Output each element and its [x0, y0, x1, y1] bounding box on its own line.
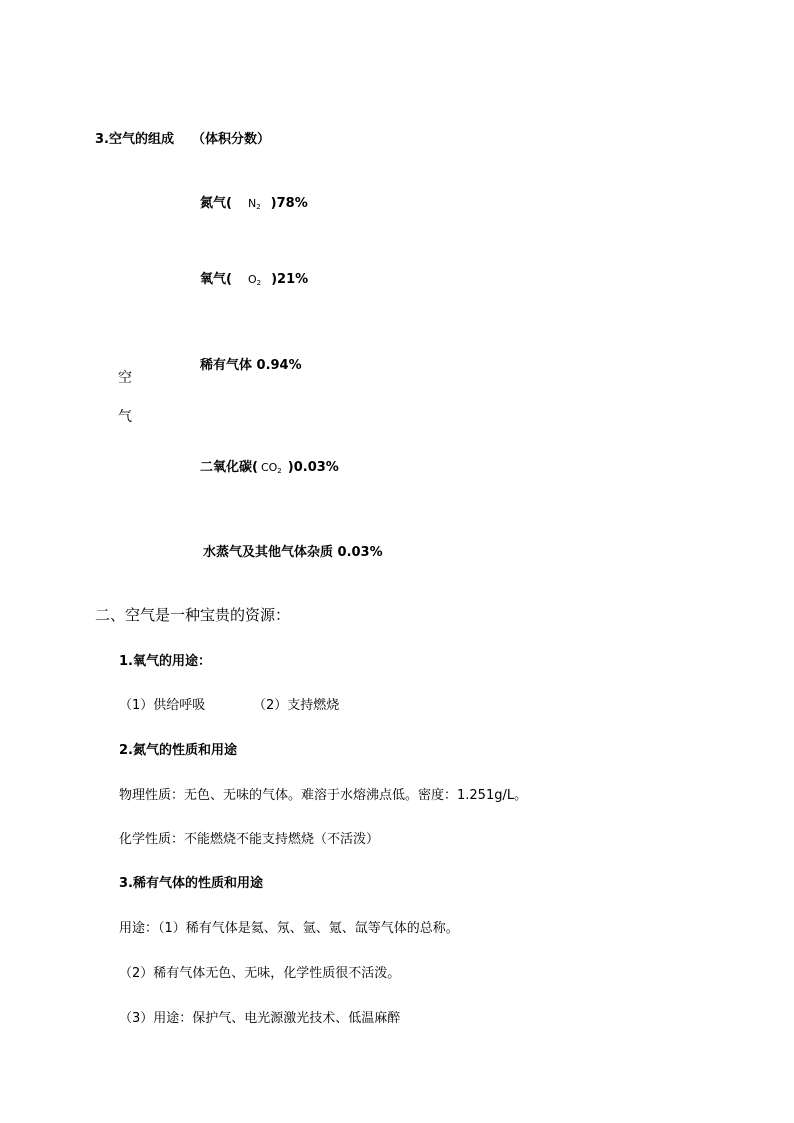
- section2-heading: 二、空气是一种宝贵的资源：: [95, 606, 291, 624]
- oxygen-use-heading: 1.氧气的用途：: [119, 654, 211, 669]
- nitrogen-heading: 2.氮气的性质和用途: [119, 743, 237, 758]
- co2-formula: $CO_2$: [260, 461, 282, 475]
- side-label-qi: 气: [118, 409, 132, 425]
- noble-gas-heading: 3.稀有气体的性质和用途: [119, 876, 263, 891]
- side-label-kong: 空: [118, 370, 132, 386]
- component-oxygen: 氧气( $O_2$ )21%: [200, 272, 309, 287]
- component-nitrogen: 氮气( $N_2$ )78%: [200, 196, 308, 211]
- nitrogen-physical-properties: 物理性质：无色、无味的气体。难溶于水熔沸点低。密度：1.251g/L。: [119, 788, 528, 803]
- noble-gas-line-2: （2）稀有气体无色、无味，化学性质很不活泼。: [119, 966, 401, 981]
- component-water-vapor: 水蒸气及其他气体杂质 0.03%: [203, 545, 383, 560]
- oxygen-use-2: （2）支持燃烧: [253, 698, 340, 713]
- section3-heading: [95, 128, 270, 147]
- section3-subtitle: （体积分数）: [191, 132, 270, 147]
- nitrogen-chemical-properties: 化学性质：不能燃烧不能支持燃烧（不活泼）: [119, 832, 380, 847]
- noble-gas-line-1: 用途：（1）稀有气体是氦、氖、氩、氪、氙等气体的总称。: [119, 921, 459, 936]
- noble-gas-line-3: （3）用途：保护气、电光源激光技术、低温麻醉: [119, 1011, 401, 1026]
- oxygen-use-1: （1）供给呼吸: [119, 698, 206, 713]
- section3-title: 3.空气的组成: [95, 132, 174, 147]
- component-carbon-dioxide: 二氧化碳( $CO_2$ )0.03%: [200, 460, 339, 475]
- oxygen-formula: $O_2$: [247, 273, 262, 287]
- nitrogen-formula: $N_2$: [247, 197, 261, 211]
- component-noble-gas: 稀有气体 0.94%: [200, 358, 302, 373]
